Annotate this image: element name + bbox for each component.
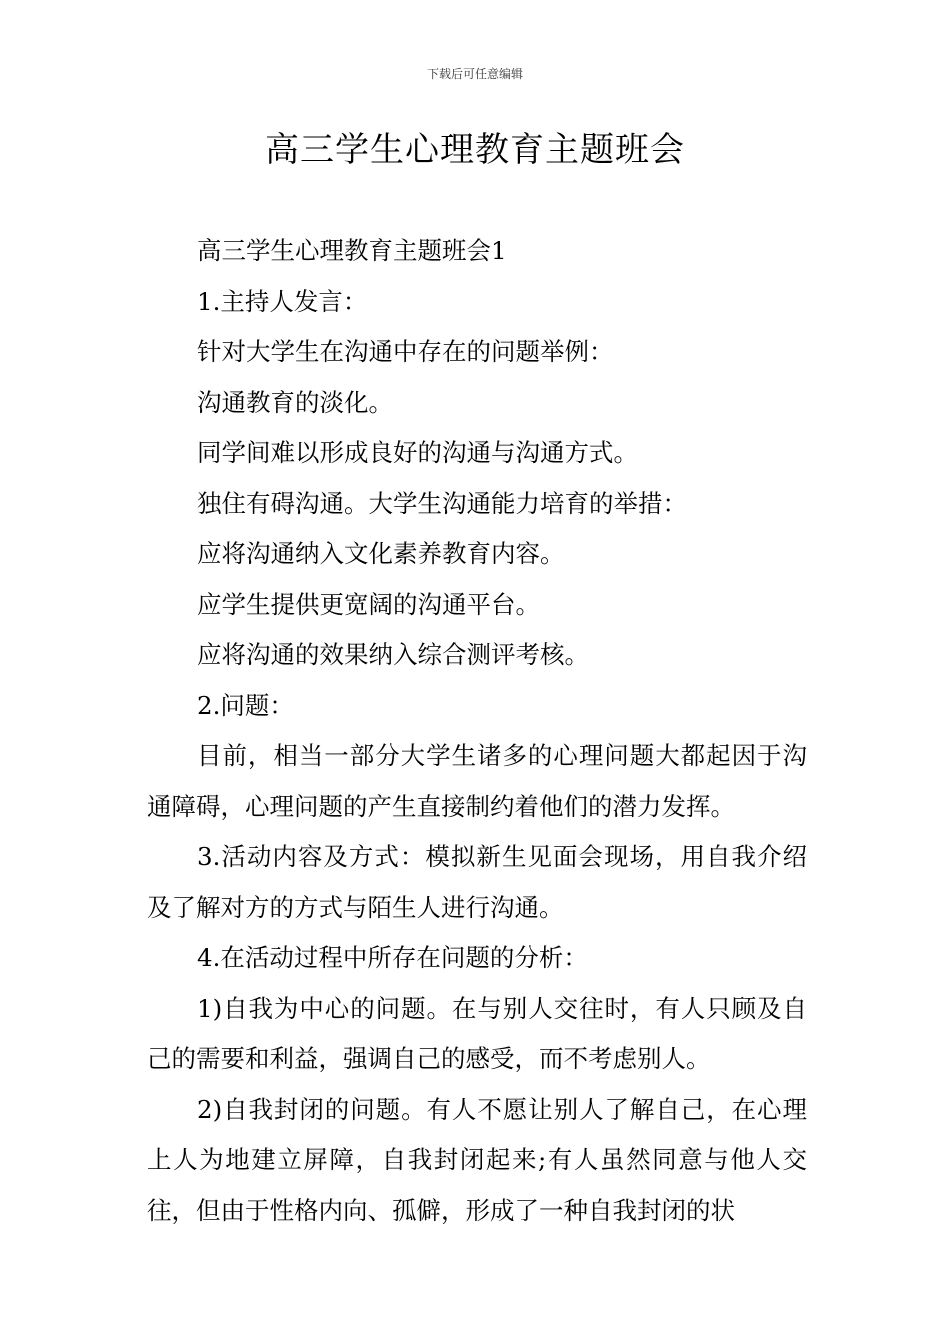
- document-title: 高三学生心理教育主题班会: [265, 130, 685, 170]
- paragraph-list-item: 独住有碍沟通。大学生沟通能力培育的举措：: [197, 488, 687, 518]
- header-note: 下载后可任意编辑: [426, 67, 523, 81]
- paragraph-subtitle: 高三学生心理教育主题班会1: [197, 236, 507, 265]
- paragraph-list-item: 同学间难以形成良好的沟通与沟通方式。: [197, 438, 638, 467]
- paragraph-list-item: 应将沟通纳入文化素养教育内容。: [197, 539, 565, 568]
- document-body: [147, 226, 807, 1236]
- paragraph-problem-examples: 针对大学生在沟通中存在的问题举例：: [197, 337, 614, 366]
- paragraph-problem-heading: 2.问题：: [197, 690, 294, 720]
- paragraph-problem-text: 目前，相当一部分大学生诸多的心理问题大都起因于沟通障碍，心理问题的产生直接制约着他们的潜力发挥。: [147, 741, 807, 821]
- paragraph-analysis-1: 1)自我为中心的问题。在与别人交往时，有人只顾及自己的需要和利益，强调自己的感受，而不考虑别人。: [147, 993, 807, 1073]
- paragraph-list-item: 应将沟通的效果纳入综合测评考核。: [197, 640, 589, 669]
- paragraph-host-speech: 1.主持人发言：: [197, 286, 368, 316]
- paragraph-activity: 3.活动内容及方式：模拟新生见面会现场，用自我介绍及了解对方的方式与陌生人进行沟通。: [147, 842, 807, 922]
- paragraph-analysis-heading: 4.在活动过程中所存在问题的分析：: [197, 943, 588, 972]
- paragraph-list-item: 应学生提供更宽阔的沟通平台。: [197, 589, 540, 619]
- paragraph-list-item: 沟通教育的淡化。: [197, 387, 393, 417]
- paragraph-analysis-2: 2)自我封闭的问题。有人不愿让别人了解自己，在心理上人为地建立屏障，自我封闭起来;有人虽然同意与他人交往，但由于性格内向、孤僻，形成了一种自我封闭的状: [147, 1094, 807, 1225]
